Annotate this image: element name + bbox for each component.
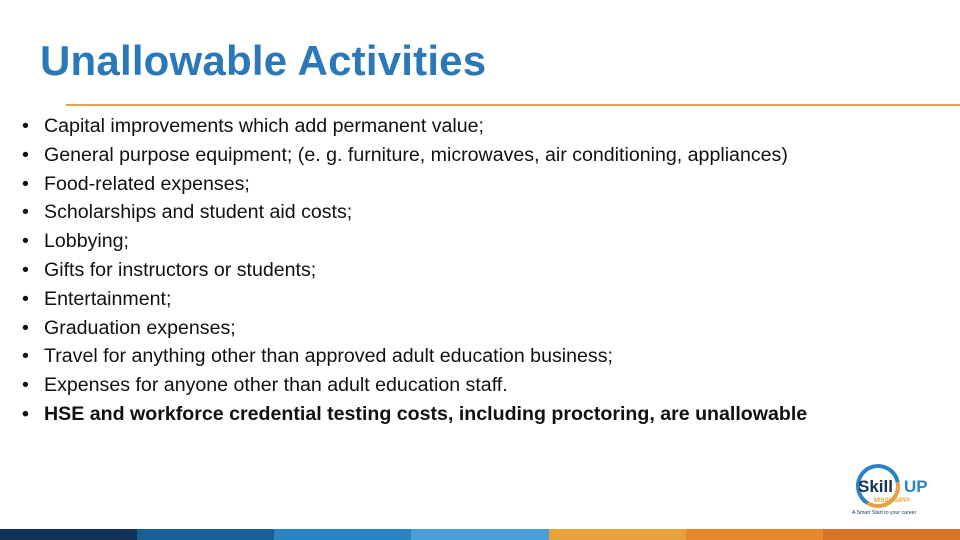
footer-color-bar xyxy=(0,529,960,540)
bullet-dot-icon: • xyxy=(22,258,29,281)
bullet-text: Lobbying; xyxy=(44,230,129,253)
bullet-text: Expenses for anyone other than adult education staff. xyxy=(44,374,508,397)
bullet-text: Capital improvements which add permanent value; xyxy=(44,115,484,137)
bullet-dot-icon: • xyxy=(22,230,29,253)
footer-segment xyxy=(411,529,548,540)
bullet-text: Gifts for instructors or students; xyxy=(44,258,317,281)
bullet-item xyxy=(22,400,852,429)
bullet-item xyxy=(22,342,852,371)
skill-up-logo xyxy=(846,458,950,520)
bullet-item xyxy=(22,227,852,256)
bullet-text: Travel for anything other than approved adult education business; xyxy=(44,345,613,368)
bullet-item xyxy=(22,170,852,199)
footer-segment xyxy=(0,529,137,540)
bullet-dot-icon: • xyxy=(22,345,29,368)
bullet-dot-icon: • xyxy=(22,374,29,397)
bullet-text: HSE and workforce credential testing costs, including proctoring, are unallowable xyxy=(44,402,808,425)
svg-text:UP: UP xyxy=(904,477,928,496)
bullet-dot-icon: • xyxy=(22,201,29,224)
slide-title: Unallowable Activities xyxy=(40,37,487,84)
svg-text:Skill: Skill xyxy=(858,477,893,496)
bullet-item xyxy=(22,141,852,170)
footer-segment xyxy=(274,529,411,540)
bullet-list xyxy=(22,112,852,429)
bullet-dot-icon: • xyxy=(22,316,29,339)
bullet-text: Entertainment; xyxy=(44,287,172,310)
bullet-item xyxy=(22,112,852,141)
svg-text:A Smart Start to your career: A Smart Start to your career xyxy=(852,510,917,516)
bullet-item xyxy=(22,198,852,227)
footer-segment xyxy=(686,529,823,540)
bullet-item xyxy=(22,314,852,343)
svg-text:MISSISSIPPI: MISSISSIPPI xyxy=(874,498,910,504)
bullet-item xyxy=(22,371,852,400)
bullet-item xyxy=(22,256,852,285)
bullet-dot-icon: • xyxy=(22,115,29,137)
footer-segment xyxy=(137,529,274,540)
bullet-item xyxy=(22,285,852,314)
footer-segment xyxy=(823,529,960,540)
bullet-dot-icon: • xyxy=(22,287,29,310)
footer-segment xyxy=(549,529,686,540)
bullet-text: Graduation expenses; xyxy=(44,316,236,339)
skill-up-logo-graphic xyxy=(846,458,950,520)
bullet-dot-icon: • xyxy=(22,143,29,166)
title-underline xyxy=(66,104,960,106)
bullet-text: General purpose equipment; (e. g. furniture, microwaves, air conditioning, appliances) xyxy=(44,143,788,166)
bullet-text: Food-related expenses; xyxy=(44,172,250,195)
bullet-text: Scholarships and student aid costs; xyxy=(44,201,353,224)
bullet-dot-icon: • xyxy=(22,402,29,425)
bullet-dot-icon: • xyxy=(22,172,29,195)
